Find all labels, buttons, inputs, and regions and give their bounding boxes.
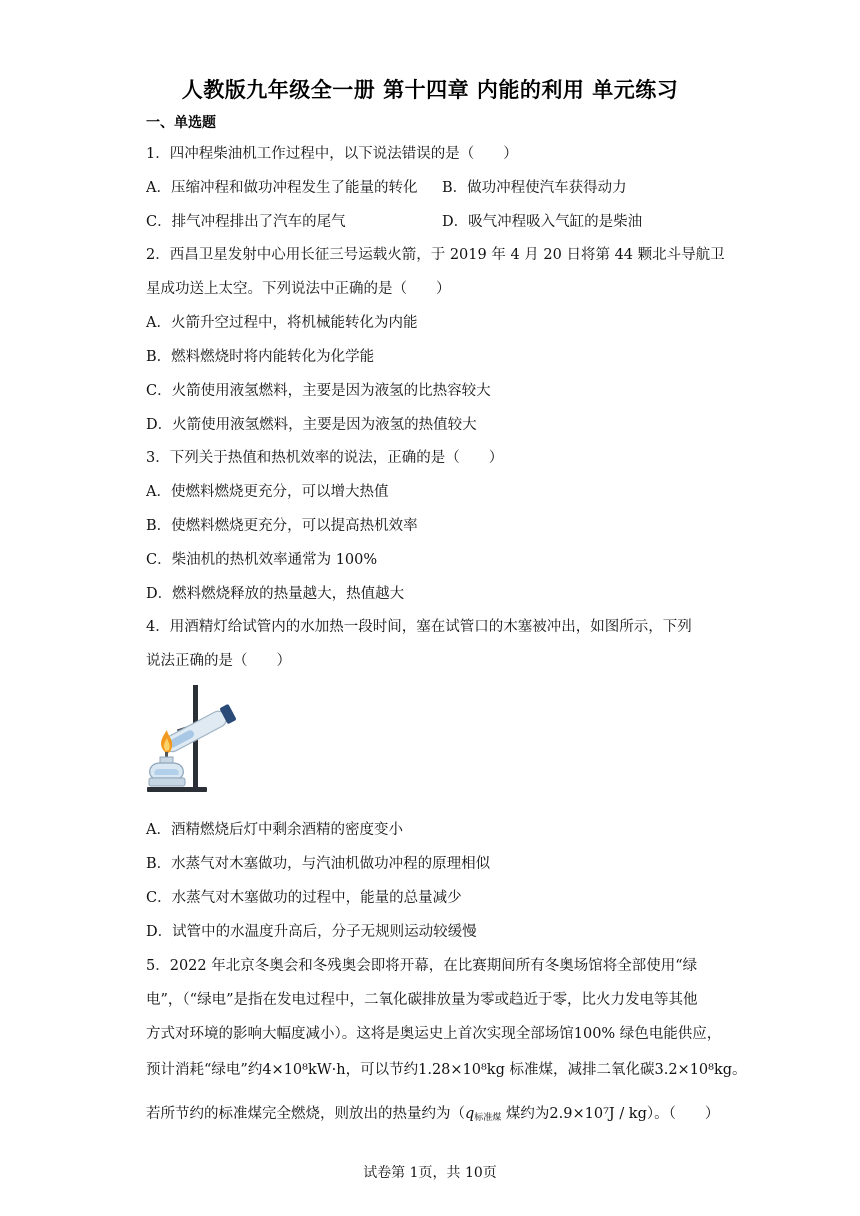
q5-coal-mass-value: 1.28×10⁸kg <box>418 1062 505 1078</box>
question-5-line-1: 5．2022 年北京冬奥会和冬残奥会即将开幕，在比赛期间所有冬奥场馆将全部使用“绿 <box>146 958 698 974</box>
question-1-option-d: D．吸气冲程吸入气缸的是柴油 <box>442 214 643 230</box>
question-4-option-b: B．水蒸气对木塞做功，与汽油机做功冲程的原理相似 <box>146 856 491 872</box>
q5-text: ，可以节约 <box>345 1062 419 1078</box>
question-4-option-d: D．试管中的水温度升高后，分子无规则运动较缓慢 <box>146 924 477 940</box>
question-5-line-4 <box>146 1058 747 1079</box>
question-2-option-c: C．火箭使用液氢燃料，主要是因为液氢的比热容较大 <box>146 383 491 399</box>
question-1-option-c: C．排气冲程排出了汽车的尾气 <box>146 214 346 230</box>
question-5-line-5 <box>146 1102 719 1123</box>
q5-green-power-value: 4×10⁸kW·h <box>262 1062 346 1078</box>
question-2-option-a: A．火箭升空过程中，将机械能转化为内能 <box>146 315 418 331</box>
question-2-option-d: D．火箭使用液氢燃料，主要是因为液氢的热值较大 <box>146 417 477 433</box>
q5-text: 预计消耗“绿电”约 <box>146 1062 263 1078</box>
q5-text: 。 <box>732 1062 747 1078</box>
q5-heat-value: 2.9×10⁷J / kg <box>549 1106 647 1122</box>
question-3-option-a: A．使燃料燃烧更充分，可以增大热值 <box>146 484 389 500</box>
q5-symbol-q: q <box>465 1106 475 1122</box>
page-title: 人教版九年级全一册 第十四章 内能的利用 单元练习 <box>181 78 679 102</box>
question-4-stem-line-2: 说法正确的是（ ） <box>146 653 291 669</box>
page-footer: 试卷第 1页，共 10页 <box>363 1165 497 1181</box>
question-5-line-2: 电”，（“绿电”是指在发电过程中，二氧化碳排放量为零或趋近于零，比火力发电等其他 <box>146 992 698 1008</box>
test-tube <box>161 704 237 756</box>
question-2-option-b: B．燃料燃烧时将内能转化为化学能 <box>146 349 375 365</box>
q5-text: 煤约为 <box>501 1106 550 1122</box>
question-1-option-a: A．压缩冲程和做功冲程发生了能量的转化 <box>146 180 418 196</box>
section-heading: 一、单选题 <box>146 115 216 131</box>
question-3-option-d: D．燃料燃烧释放的热量越大，热值越大 <box>146 586 405 602</box>
question-2-stem-line-1: 2．西昌卫星发射中心用长征三号运载火箭，于 2019 年 4 月 20 日将第 44 颗北斗导航卫 <box>146 247 725 263</box>
q5-text: ）。（ ） <box>646 1106 720 1122</box>
q5-co2-mass-value: 3.2×10⁸kg <box>654 1062 733 1078</box>
question-2-stem-line-2: 星成功送上太空。下列说法中正确的是（ ） <box>146 281 451 297</box>
question-4-stem-line-1: 4．用酒精灯给试管内的水加热一段时间，塞在试管口的木塞被冲出，如图所示，下列 <box>146 619 692 635</box>
q5-subscript: 标准煤 <box>474 1113 502 1123</box>
question-5-line-3: 方式对环境的影响大幅度减小）。这将是奥运史上首次实现全部场馆100% 绿色电能供应， <box>146 1026 722 1042</box>
q5-text: 标准煤，减排二氧化碳 <box>504 1062 655 1078</box>
question-1-option-b: B．做功冲程使汽车获得动力 <box>442 180 627 196</box>
question-4-option-a: A．酒精燃烧后灯中剩余酒精的密度变小 <box>146 822 403 838</box>
question-3-option-b: B．使燃料燃烧更充分，可以提高热机效率 <box>146 518 418 534</box>
q5-text: 若所节约的标准煤完全燃烧，则放出的热量约为（ <box>146 1106 465 1122</box>
question-3-stem: 3．下列关于热值和热机效率的说法，正确的是（ ） <box>146 450 504 466</box>
question-1-stem: 1．四冲程柴油机工作过程中，以下说法错误的是（ ） <box>146 146 518 162</box>
question-4-option-c: C．水蒸气对木塞做功的过程中，能量的总量减少 <box>146 890 462 906</box>
alcohol-lamp-test-tube-figure <box>143 682 243 796</box>
question-3-option-c: C．柴油机的热机效率通常为 100% <box>146 552 378 568</box>
